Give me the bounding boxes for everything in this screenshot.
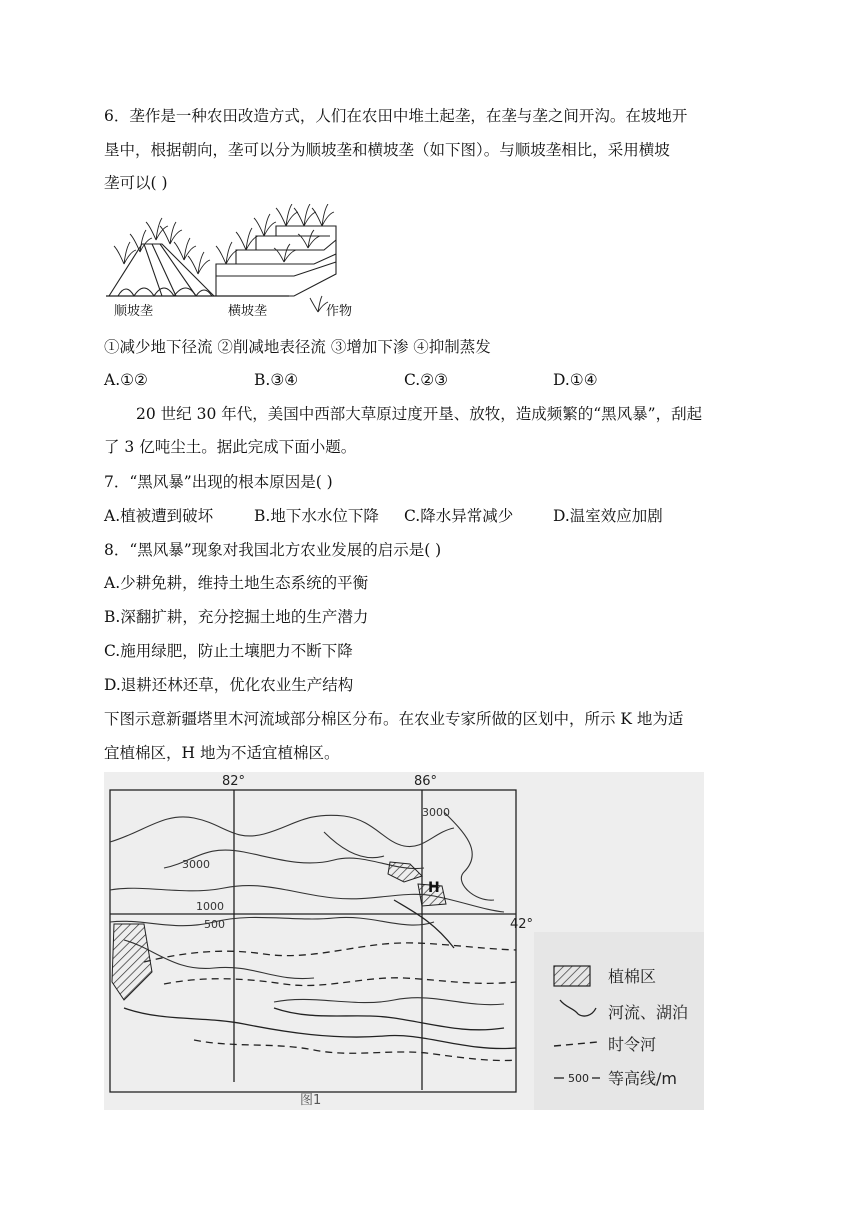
passage-7-8-line-2: 了 3 亿吨尘土。据此完成下面小题。 (104, 438, 357, 456)
q6-stem-line-1: 6．垄作是一种农田改造方式，人们在农田中堆土起垄，在垄与垄之间开沟。在坡地开 (104, 107, 688, 125)
q6-option-c[interactable]: C.②③ (404, 371, 449, 389)
longitude-86: 86° (414, 774, 438, 789)
contour-label-3000-b: 3000 (422, 806, 450, 819)
contour-label-3000-a: 3000 (182, 858, 210, 871)
q7-option-c[interactable]: C.降水异常减少 (404, 507, 514, 525)
legend-river-label: 河流、湖泊 (608, 1003, 689, 1022)
figure-caption: 图1 (300, 1093, 322, 1108)
q7-option-b[interactable]: B.地下水水位下降 (254, 507, 379, 525)
marker-h: H (428, 880, 440, 896)
legend-contour-label: 等高线/m (608, 1069, 677, 1088)
contour-label-1000: 1000 (196, 900, 224, 913)
label-down-slope: 顺坡垄 (114, 304, 154, 319)
q8-option-d[interactable]: D.退耕还林还草，优化农业生产结构 (104, 676, 354, 694)
q6-stem-line-3: 垄可以( ) (104, 174, 168, 192)
map-passage-line-1: 下图示意新疆塔里木河流域部分棉区分布。在农业专家所做的区划中，所示 K 地为适 (104, 710, 684, 728)
legend-seasonal-label: 时令河 (608, 1035, 657, 1054)
passage-7-8-line-1: 20 世纪 30 年代，美国中西部大草原过度开垦、放牧，造成频繁的“黑风暴”，刮起 (136, 405, 703, 423)
ridge-tillage-figure (104, 204, 364, 322)
q7-option-a[interactable]: A.植被遭到破坏 (104, 507, 214, 525)
q8-option-a[interactable]: A.少耕免耕，维持土地生态系统的平衡 (104, 574, 369, 592)
tarim-cotton-map (104, 772, 704, 1110)
legend-cotton-swatch (554, 966, 590, 986)
q8-option-c[interactable]: C.施用绿肥，防止土壤肥力不断下降 (104, 642, 353, 660)
legend-cotton-label: 植棉区 (608, 967, 657, 986)
label-cross-slope: 横坡垄 (228, 304, 268, 319)
latitude-42: 42° (510, 917, 534, 932)
q6-option-a[interactable]: A.①② (104, 371, 148, 389)
q8-option-b[interactable]: B.深翻扩耕，充分挖掘土地的生产潜力 (104, 608, 369, 626)
q6-option-b[interactable]: B.③④ (254, 371, 299, 389)
q7-option-d[interactable]: D.温室效应加剧 (553, 507, 663, 525)
label-crop: 作物 (326, 304, 353, 319)
q6-stem-line-2: 垦中，根据朝向，垄可以分为顺坡垄和横坡垄（如下图）。与顺坡垄相比，采用横坡 (104, 141, 670, 159)
q8-stem: 8．“黑风暴”现象对我国北方农业发展的启示是( ) (104, 541, 442, 559)
longitude-82: 82° (222, 774, 246, 789)
q7-stem: 7．“黑风暴”出现的根本原因是( ) (104, 473, 333, 491)
q6-option-d[interactable]: D.①④ (553, 371, 598, 389)
q6-statements: ①减少地下径流 ②削减地表径流 ③增加下渗 ④抑制蒸发 (104, 338, 491, 356)
legend-contour-number: 500 (568, 1072, 589, 1085)
map-passage-line-2: 宜植棉区，H 地为不适宜植棉区。 (104, 744, 340, 762)
contour-label-500: 500 (204, 918, 225, 931)
